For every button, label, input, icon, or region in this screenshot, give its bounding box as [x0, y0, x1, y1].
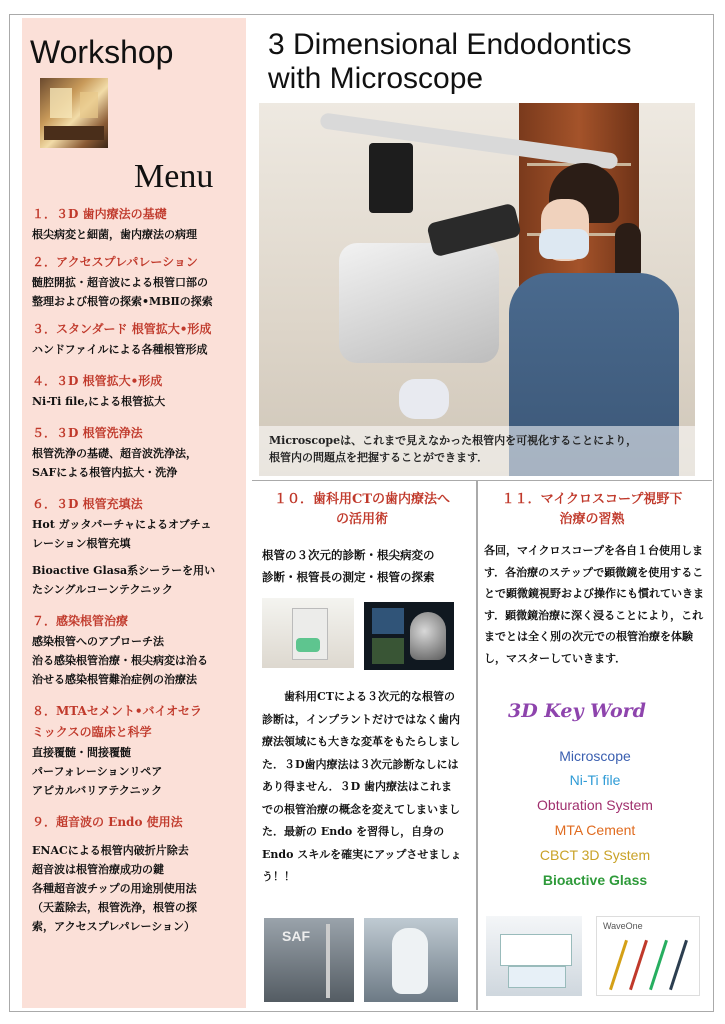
menu-item-3-line: ハンドファイルによる各種根管形成: [32, 343, 208, 356]
menu-item-6-line: Bioactive Glasa系シーラーを用い: [32, 564, 216, 577]
menu-item-4-line: Ni-Ti file,による根管拡大: [32, 395, 166, 408]
ct-section-body: 歯科用CTによる３次元的な根管の診断は，インプラントだけではなく歯内療法領域にも大きな変革をもたらしました．３D歯内療法は３次元診断なしにはあり得ません．３D 歯内療法はこれまでの根管治療の概念を変えてしまいました．最新の Endo を習得し，自身の Endo スキルを確実にアップさせましょう！！: [262, 690, 462, 883]
menu-item-1-line: 根尖病変と細菌，歯内療法の病理: [32, 228, 197, 241]
menu-item-3-heading: ３．スタンダード 根管拡大•形成: [32, 322, 212, 336]
menu-item-7-line: 感染根管へのアプローチ法: [32, 635, 164, 648]
caption-line2: 根管内の問題点を把握することができます．: [269, 451, 489, 464]
menu-item-9-line: 各種超音波チップの用途別使用法: [32, 882, 197, 895]
menu-item-6-line: レーション根管充填: [32, 537, 131, 550]
menu-item-2-line: 整理および根管の探索•MBⅡの探索: [32, 295, 213, 308]
keyword-niti-file: Ni-Ti file: [569, 772, 621, 788]
menu-title: Menu: [134, 158, 214, 195]
menu-item-5-line: SAFによる根管内拡大・洗浄: [32, 466, 178, 479]
keyword-obturation: Obturation System: [537, 797, 653, 813]
menu-item-6-line: たシングルコーンテクニック: [32, 583, 173, 596]
page-title: [268, 28, 632, 96]
microscope-section-body: 各回，マイクロスコープを各自１台使用します．各治療のステップで顕微鏡を使用することで顕微鏡視野および操作にも慣れていきます．顕微鏡治療に深く浸ることにより，これまでとは全く別の次元での根管治療を体験し，マスターしていきます．: [484, 544, 704, 665]
menu-item-7-heading: ７．感染根管治療: [32, 614, 129, 628]
page-title-line1: 3 Dimensional Endodontics: [268, 28, 632, 61]
workshop-room-photo: [40, 78, 108, 148]
caption-line1: Microscopeは、これまで見えなかった根管内を可視化することにより，: [269, 434, 638, 447]
photo-caption: [259, 426, 695, 476]
menu-item-9-line: ENACによる根管内破折片除去: [32, 844, 189, 857]
menu-item-7-line: 治せる感染根管難治症例の治療法: [32, 673, 197, 686]
saf-file-photo: [264, 918, 354, 1002]
menu-item-8-heading-cont: ミックスの臨床と科学: [32, 725, 152, 739]
menu-item-5-line: 根管洗浄の基礎、超音波洗浄法，: [32, 447, 197, 460]
menu-item-8-line: パーフォレーションリペア: [32, 765, 163, 778]
keyword-title: 3D Key Word: [508, 700, 646, 722]
camera-image: [369, 143, 413, 213]
mic-heading-line1: １１．マイクロスコープ視野下: [501, 492, 683, 507]
keyword-microscope: Microscope: [559, 748, 631, 764]
menu-item-7-line: 治る感染根管治療・根尖病変は治る: [32, 654, 208, 667]
keyword-mta: MTA Cement: [554, 822, 636, 838]
section-divider-vertical: [476, 480, 478, 1010]
menu-item-6-line: Hot ガッタパーチャによるオブチュ: [32, 518, 212, 531]
ct-subtitle: [262, 544, 470, 588]
menu-item-9-heading: ９．超音波の Endo 使用法: [32, 815, 183, 829]
section-divider-horizontal: [252, 480, 712, 481]
menu-list: [32, 204, 244, 936]
microscope-hero-photo: [259, 103, 695, 476]
workshop-title: Workshop: [30, 34, 174, 70]
page-title-line2: with Microscope: [268, 62, 484, 95]
menu-item-8-line: 直接覆髄・間接覆髄: [32, 746, 131, 759]
glove-image: [399, 379, 449, 419]
ct-heading-line1: １０．歯科用CTの歯内療法へ: [273, 492, 451, 507]
menu-item-9-line: 索，アクセスプレパレーション）: [32, 920, 196, 933]
menu-item-9-line: 超音波は根管治療成功の鍵: [32, 863, 164, 876]
tooth-xray-photo: [364, 918, 458, 1002]
ct-section-heading: [256, 490, 468, 530]
waveone-logo: WaveOne: [603, 921, 643, 931]
microscope-section-heading: [482, 490, 702, 530]
saf-logo: SAF: [282, 928, 310, 944]
menu-item-5-heading: ５．３D 根管洗浄法: [32, 426, 143, 440]
menu-item-9-line: （天蓋除去，根管洗浄，根管の探: [32, 901, 197, 914]
microscope-body-image: [339, 243, 499, 363]
menu-item-8-line: アピカルバリアテクニック: [32, 784, 163, 797]
menu-item-6-heading: ６．３D 根管充填法: [32, 497, 143, 511]
ct-subtitle-line2: 診断・根管長の測定・根管の探索: [262, 570, 435, 584]
ct-heading-line2: の活用術: [335, 512, 388, 527]
waveone-files-photo: [596, 916, 700, 996]
product-box-photo: [486, 916, 582, 996]
workshop-sidebar: [22, 18, 246, 1008]
menu-item-8-heading: ８．MTAセメント•バイオセラ: [32, 704, 202, 718]
menu-item-2-line: 髄腔開拡・超音波による根管口部の: [32, 276, 208, 289]
ct-subtitle-line1: 根管の３次元的診断・根尖病変の: [262, 548, 435, 562]
menu-item-2-heading: ２．アクセスプレパレーション: [32, 255, 198, 269]
menu-item-1-heading: １．３D 歯内療法の基礎: [32, 207, 167, 221]
ct-scan-screen-photo: [364, 602, 454, 670]
ct-scanner-photo: [262, 598, 354, 668]
keyword-bioactive: Bioactive Glass: [542, 872, 648, 888]
keyword-cbct: CBCT 3D System: [539, 847, 651, 863]
mic-heading-line2: 治療の習熟: [559, 512, 625, 527]
menu-item-4-heading: ４．３D 根管拡大•形成: [32, 374, 163, 388]
